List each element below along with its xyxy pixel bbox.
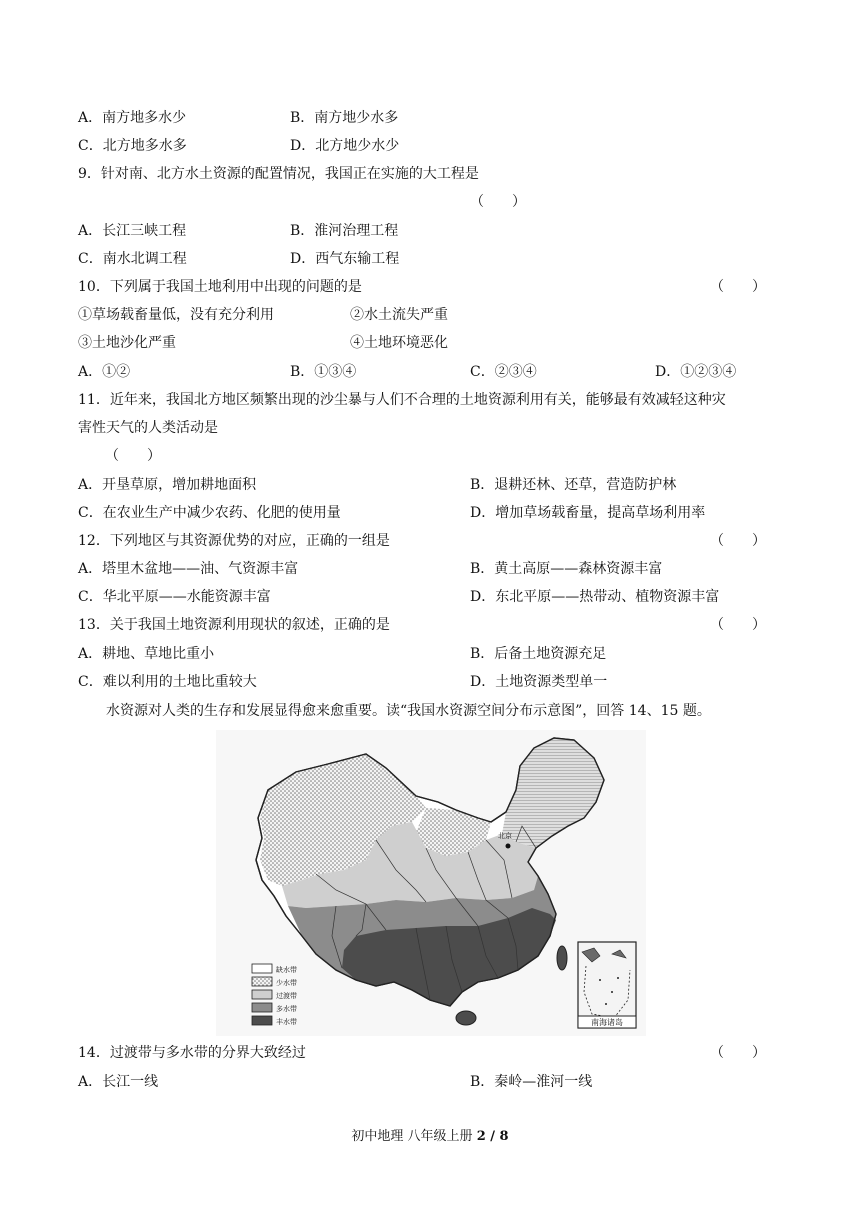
page-number: 2 / 8 bbox=[476, 1129, 509, 1144]
q13-answer-paren: （ ） bbox=[710, 617, 766, 633]
q14-stem: 14．过渡带与多水带的分界大致经过 bbox=[78, 1045, 306, 1061]
q8-option-a: A．南方地多水少 bbox=[78, 110, 187, 126]
q10-item-1: ①草场载畜量低，没有充分利用 bbox=[78, 307, 274, 323]
q11-answer-paren: （ ） bbox=[105, 448, 161, 464]
hainan-island bbox=[456, 1011, 476, 1025]
q9-option-d: D．西气东输工程 bbox=[290, 251, 400, 267]
q11-option-c: C．在农业生产中减少农药、化肥的使用量 bbox=[78, 505, 341, 521]
legend-label-low: 少水带 bbox=[276, 979, 297, 987]
q12-option-b: B．黄土高原——森林资源丰富 bbox=[470, 561, 663, 577]
q12-option-d: D．东北平原——热带动、植物资源丰富 bbox=[470, 589, 720, 605]
q13-option-b: B．后备土地资源充足 bbox=[470, 646, 607, 662]
footer-text: 初中地理 八年级上册 bbox=[351, 1129, 477, 1144]
q8-option-c: C．北方地多水多 bbox=[78, 138, 187, 154]
map-drawing bbox=[216, 730, 646, 1036]
q11-option-d: D．增加草场载畜量，提高草场利用率 bbox=[470, 505, 706, 521]
legend-swatch-low bbox=[252, 977, 272, 986]
q11-stem-line-2: 害性天气的人类活动是 bbox=[78, 420, 218, 436]
q10-stem: 10．下列属于我国土地利用中出现的问题的是 bbox=[78, 279, 362, 295]
legend-label-abundant: 丰水带 bbox=[276, 1018, 297, 1026]
q9-stem: 9．针对南、北方水土资源的配置情况，我国正在实施的大工程是 bbox=[78, 166, 479, 182]
q9-option-a: A．长江三峡工程 bbox=[78, 223, 187, 239]
q14-option-b: B．秦岭—淮河一线 bbox=[470, 1074, 593, 1090]
q11-stem-line-1: 11．近年来，我国北方地区频繁出现的沙尘暴与人们不合理的土地资源利用有关，能够最有效减轻这种灾 bbox=[78, 392, 726, 408]
q13-option-c: C．难以利用的土地比重较大 bbox=[78, 674, 257, 690]
q13-option-d: D．土地资源类型单一 bbox=[470, 674, 608, 690]
beijing-label: 北京 bbox=[498, 832, 512, 840]
q12-option-c: C．华北平原——水能资源丰富 bbox=[78, 589, 271, 605]
q10-item-3: ③土地沙化严重 bbox=[78, 335, 176, 351]
legend-label-lacking: 缺水带 bbox=[276, 966, 297, 974]
q10-item-2: ②水土流失严重 bbox=[350, 307, 448, 323]
taiwan-island bbox=[557, 946, 567, 970]
passage-intro: 水资源对人类的生存和发展显得愈来愈重要。读“我国水资源空间分布示意图”，回答 14、15 题。 bbox=[106, 703, 711, 719]
water-resource-map bbox=[216, 730, 646, 1036]
q8-option-d: D．北方地少水少 bbox=[290, 138, 400, 154]
q9-answer-paren: （ ） bbox=[470, 194, 526, 210]
q10-option-d: D．①②③④ bbox=[655, 364, 737, 380]
q9-option-b: B．淮河治理工程 bbox=[290, 223, 399, 239]
q14-answer-paren: （ ） bbox=[710, 1045, 766, 1061]
legend-swatch-much bbox=[252, 1003, 272, 1012]
q10-option-c: C．②③④ bbox=[470, 364, 537, 380]
q12-option-a: A．塔里木盆地——油、气资源丰富 bbox=[78, 561, 299, 577]
q10-option-a: A．①② bbox=[78, 364, 131, 380]
page-footer bbox=[0, 1128, 860, 1146]
q12-stem: 12．下列地区与其资源优势的对应，正确的一组是 bbox=[78, 533, 390, 549]
q10-option-b: B．①③④ bbox=[290, 364, 357, 380]
q13-stem: 13．关于我国土地资源利用现状的叙述，正确的是 bbox=[78, 617, 390, 633]
legend-swatch-lacking bbox=[252, 964, 272, 973]
legend-label-transition: 过渡带 bbox=[276, 992, 297, 1000]
q8-option-b: B．南方地少水多 bbox=[290, 110, 399, 126]
q14-option-a: A．长江一线 bbox=[78, 1074, 159, 1090]
q11-option-a: A．开垦草原，增加耕地面积 bbox=[78, 477, 257, 493]
q10-answer-paren: （ ） bbox=[710, 279, 766, 295]
legend-swatch-abundant bbox=[252, 1016, 272, 1025]
q11-option-b: B．退耕还林、还草，营造防护林 bbox=[470, 477, 677, 493]
inset-label: 南海诸岛 bbox=[591, 1018, 623, 1027]
q9-option-c: C．南水北调工程 bbox=[78, 251, 187, 267]
beijing-marker bbox=[506, 844, 511, 849]
legend-label-much: 多水带 bbox=[276, 1005, 297, 1013]
q12-answer-paren: （ ） bbox=[710, 533, 766, 549]
q10-item-4: ④土地环境恶化 bbox=[350, 335, 448, 351]
q13-option-a: A．耕地、草地比重小 bbox=[78, 646, 215, 662]
south-china-sea-inset bbox=[578, 942, 636, 1028]
legend-swatch-transition bbox=[252, 990, 272, 999]
